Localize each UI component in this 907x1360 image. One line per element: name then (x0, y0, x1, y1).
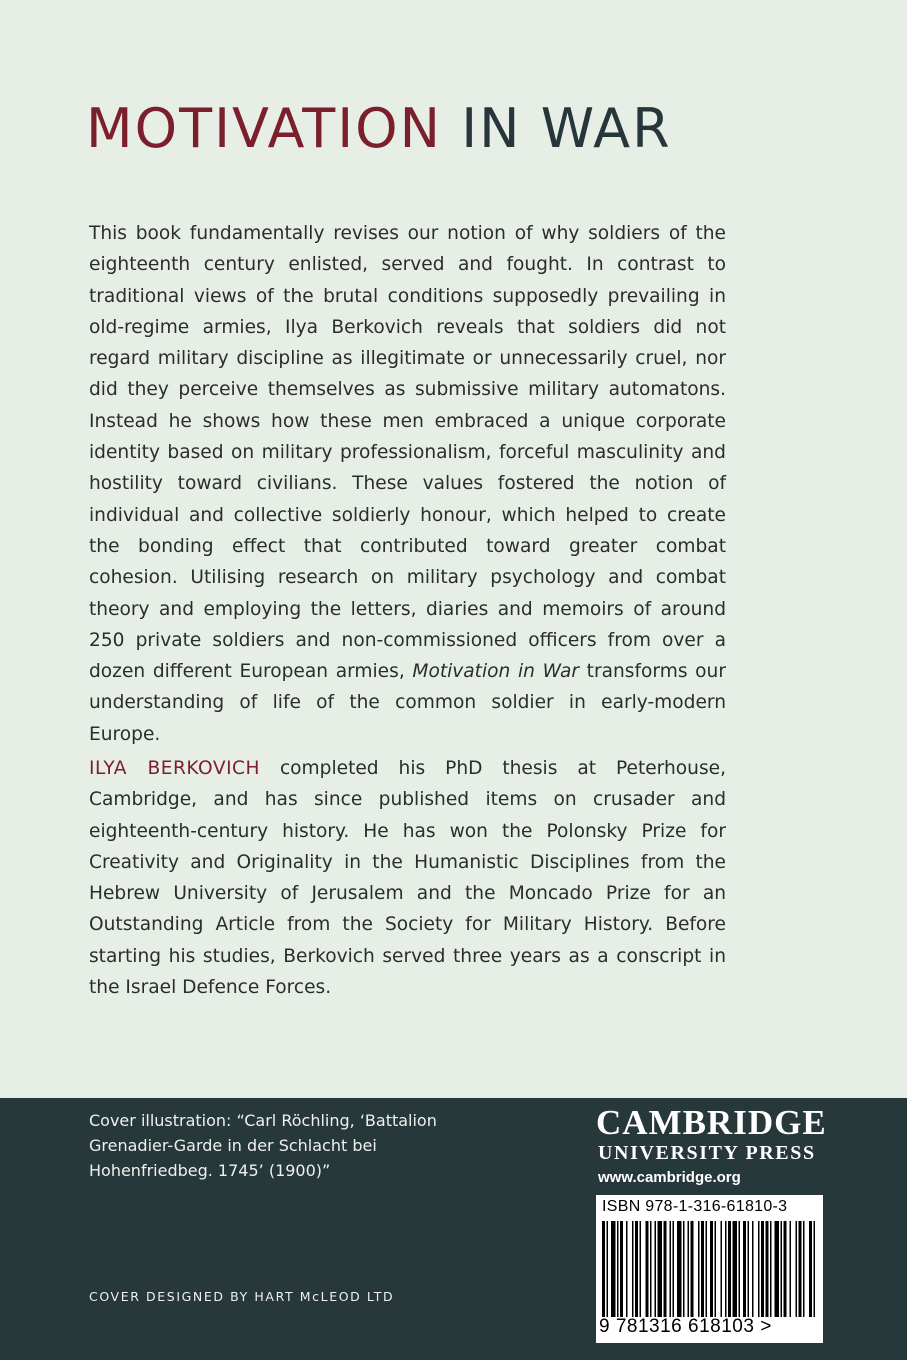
barcode-bar (761, 1221, 764, 1317)
barcode-bar (673, 1221, 675, 1317)
cover-illustration-credit (89, 1108, 449, 1183)
title-part-motivation: MOTIVATION (86, 97, 443, 160)
barcode-bar (701, 1221, 704, 1317)
barcode-bar (784, 1221, 787, 1317)
barcode-bar (814, 1221, 816, 1317)
barcode-bar (721, 1221, 723, 1317)
barcode-bar (739, 1221, 741, 1317)
barcode-bar (691, 1221, 694, 1317)
barcode-bar (677, 1221, 682, 1317)
barcode-bar (683, 1221, 685, 1317)
barcode-bar (799, 1221, 802, 1317)
author-name: ILYA BERKOVICH (89, 758, 261, 779)
author-bio-text: completed his PhD thesis at Peterhouse, Cambridge, and has since published items on crusader and eighteenth-century history. He has won the Polonsky Prize for Creativity and Originality in the Humanistic Disciplines from the Hebrew University of Jerusalem and the Moncado Prize for an Outstanding Article from the Society for Military History. Before starting his studies, Berkovich served three years as a conscript in the Israel Defence Forces. (89, 758, 726, 999)
isbn-label: ISBN 978-1-316-61810-3 (602, 1198, 788, 1215)
barcode-bars-icon (602, 1221, 817, 1317)
book-blurb (89, 218, 726, 750)
barcode-bar (658, 1221, 663, 1317)
credit-line-1: Cover illustration: “Carl Röchling, ‘Battalion (89, 1111, 437, 1130)
barcode-bar (728, 1221, 731, 1317)
barcode-bar (743, 1221, 746, 1317)
barcode-bar (775, 1221, 780, 1317)
barcode-bar (698, 1221, 700, 1317)
barcode-bar (626, 1221, 628, 1317)
barcode-bar (725, 1221, 727, 1317)
publisher-url: www.cambridge.org (598, 1169, 741, 1186)
barcode-bar (611, 1221, 616, 1317)
barcode-bar (733, 1221, 738, 1317)
blurb-text-end: transforms our understanding of life of the common soldier in early-modern Europe. (89, 661, 726, 745)
barcode-bar (706, 1221, 708, 1317)
barcode-bar (607, 1221, 609, 1317)
barcode-bar (710, 1221, 713, 1317)
barcode-bar (781, 1221, 783, 1317)
blurb-text: This book fundamentally revises our notion of why soldiers of the eighteenth century enlisted, served and fought. In contrast to traditional views of the brutal conditions supposedly prevailing in old-regime armies, Ilya Berkovich reveals that soldiers did not regard military discipline as illegitimate or unnecessarily cruel, nor did they perceive themselves as submissive military automatons. Instead he shows how these men embraced a unique corporate identity based on military professionalism, forceful masculinity and hostility toward civilians. These values fostered the notion of individual and collective soldierly honour, which helped to create the bonding effect that contributed toward greater combat cohesion. Utilising research on military psychology and combat theory and employing the letters, diaries and memoirs of around 250 private soldiers and non-commissioned officers from over a dozen different European armies, (89, 223, 726, 683)
barcode-bar (655, 1221, 657, 1317)
barcode-bar (748, 1221, 750, 1317)
barcode-bar (640, 1221, 642, 1317)
isbn-barcode (596, 1195, 823, 1343)
credit-line-3: Hohenfriedbeg. 1745’ (1900)” (89, 1161, 331, 1180)
barcode-bar (650, 1221, 652, 1317)
barcode-bar (715, 1221, 717, 1317)
barcode-bar (646, 1221, 649, 1317)
barcode-bar (664, 1221, 667, 1317)
barcode-bar (632, 1221, 634, 1317)
publisher-logo-subtitle: UNIVERSITY PRESS (598, 1142, 816, 1164)
barcode-bar (688, 1221, 690, 1317)
book-title (86, 94, 806, 164)
barcode-bar (803, 1221, 805, 1317)
publisher-logo-name: CAMBRIDGE (596, 1103, 827, 1142)
barcode-number: 9 781316 618103 > (599, 1316, 772, 1337)
blurb-book-title: Motivation in War (412, 661, 579, 683)
cover-designer-credit: COVER DESIGNED BY HART McLEOD LTD (89, 1289, 395, 1304)
barcode-bar (758, 1221, 760, 1317)
author-bio (89, 753, 726, 1003)
barcode-bar (766, 1221, 769, 1317)
credit-line-2: Grenadier-Garde in der Schlacht bei (89, 1136, 377, 1155)
barcode-bar (790, 1221, 792, 1317)
barcode-bar (602, 1221, 605, 1317)
barcode-bar (635, 1221, 638, 1317)
barcode-bar (670, 1221, 672, 1317)
barcode-bar (796, 1221, 798, 1317)
barcode-bar (809, 1221, 812, 1317)
barcode-bar (770, 1221, 772, 1317)
barcode-bar (752, 1221, 754, 1317)
title-part-in-war: IN WAR (461, 97, 672, 160)
barcode-bar (620, 1221, 623, 1317)
barcode-bar (617, 1221, 619, 1317)
